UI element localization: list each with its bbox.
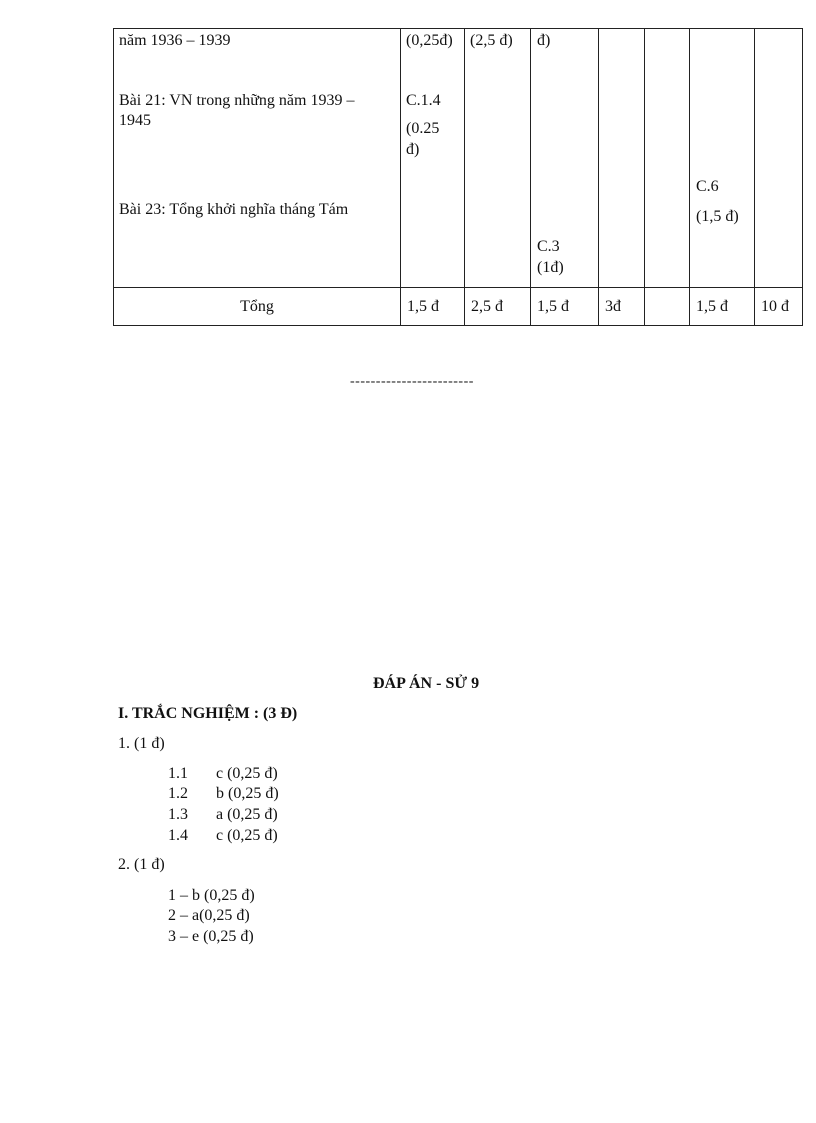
col6-score: (1,5 đ) (696, 208, 739, 225)
total-value: 1,5 đ (690, 288, 755, 326)
matrix-total-row (114, 288, 803, 326)
q2-item: 1 – b (0,25 đ) (168, 887, 255, 904)
q1-item-number: 1.4 (168, 827, 188, 844)
lesson21-line2: 1945 (119, 112, 151, 129)
q1-item-number: 1.2 (168, 785, 188, 802)
total-value: 1,5 đ (531, 288, 599, 326)
section1-heading: I. TRẮC NGHIỆM : (3 Đ) (118, 705, 298, 722)
col3-score: đ) (537, 32, 551, 49)
q1-item-number: 1.3 (168, 806, 188, 823)
q1-item-number: 1.1 (168, 765, 188, 782)
topic-cell (114, 29, 401, 288)
col4-cell (599, 29, 645, 288)
q1-item-answer: b (0,25 đ) (216, 785, 279, 802)
col6-cell (690, 29, 755, 288)
question1-heading: 1. (1 đ) (118, 735, 165, 752)
col2-cell (465, 29, 531, 288)
total-value (645, 288, 690, 326)
score-matrix-table (113, 28, 803, 326)
q2-item: 2 – a(0,25 đ) (168, 907, 250, 924)
col1-cell (401, 29, 465, 288)
total-value: 10 đ (755, 288, 803, 326)
col6-question: C.6 (696, 178, 719, 195)
q1-item-answer: c (0,25 đ) (216, 827, 278, 844)
lesson23-line: Bài 23: Tổng khởi nghĩa tháng Tám (119, 201, 349, 218)
col1-question: C.1.4 (406, 92, 441, 109)
total-value: 2,5 đ (465, 288, 531, 326)
question2-heading: 2. (1 đ) (118, 856, 165, 873)
total-value: 1,5 đ (401, 288, 465, 326)
col1-score2-line2: đ) (406, 141, 420, 158)
total-label: Tổng (114, 288, 401, 326)
col3-question: C.3 (537, 238, 560, 255)
total-value: 3đ (599, 288, 645, 326)
col1-score2-line1: (0.25 (406, 120, 440, 137)
col3-cell (531, 29, 599, 288)
col1-score: (0,25đ) (406, 32, 453, 49)
lesson21-line1: Bài 21: VN trong những năm 1939 – (119, 92, 355, 109)
q2-item: 3 – e (0,25 đ) (168, 928, 254, 945)
topic-line: năm 1936 – 1939 (119, 32, 231, 49)
section-divider: ------------------------ (350, 374, 474, 389)
col7-cell (755, 29, 803, 288)
matrix-content-row (114, 29, 803, 288)
answer-title: ĐÁP ÁN - SỬ 9 (373, 675, 480, 692)
col3-question-score: (1đ) (537, 259, 564, 276)
col5-cell (645, 29, 690, 288)
q1-item-answer: c (0,25 đ) (216, 765, 278, 782)
col2-score: (2,5 đ) (470, 32, 513, 49)
q1-item-answer: a (0,25 đ) (216, 806, 278, 823)
